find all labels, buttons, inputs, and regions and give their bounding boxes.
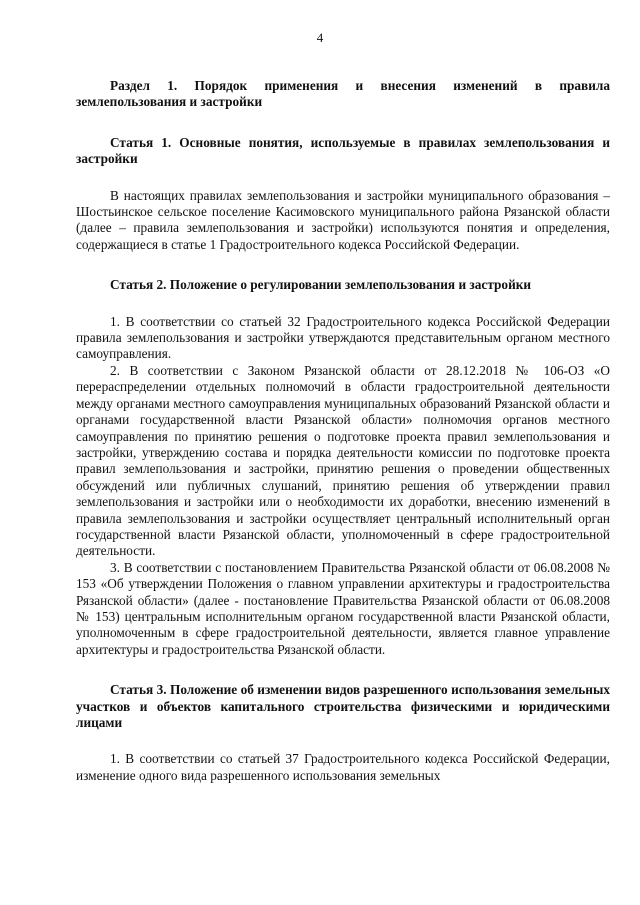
article-3-paragraph-1: 1. В соответствии со статьей 37 Градостроительного кодекса Российской Федерации, изменение одного вида разрешенного использования земельных: [76, 751, 610, 783]
article-2-paragraph-1: 1. В соответствии со статьей 32 Градостроительного кодекса Российской Федерации правила землепользования и застройки утверждаются представительным органом местного самоуправления.: [76, 313, 610, 362]
article-2-paragraph-2: 2. В соответствии с Законом Рязанской области от 28.12.2018 № 106-ОЗ «О перераспределении отдельных полномочий в области градостроительной деятельности между органами местного самоуправления муниципальных образований Рязанской области и органами государственной власти Рязанской области» полномочия органов местного самоуправления по принятию решения о подготовке проекта правил землепользования и застройки, утверждению состава и порядка деятельности комиссии по подготовке проекта правил землепользования и застройки, принятию решения о проведении общественных обсуждений или публичных слушаний, принятию решения об утверждении правил землепользования и застройки или о необходимости их доработки, внесению изменений в правила землепользования и застройки осуществляет центральный исполнительный орган государственной власти Рязанской области, уполномоченный в сфере градостроительной деятельности.: [76, 362, 610, 559]
article-3-heading: Статья 3. Положение об изменении видов разрешенного использования земельных участков и объектов капитального строительства физическими и юридическими лицами: [76, 682, 610, 730]
document-body: [76, 78, 610, 784]
article-1-paragraph: В настоящих правилах землепользования и застройки муниципального образования – Шостьинское сельское поселение Касимовского муниципального района Рязанской области (далее – правила землепользования и застройки) используются понятия и определения, содержащиеся в статье 1 Градостроительного кодекса Российской Федерации.: [76, 187, 610, 252]
article-1-heading: Статья 1. Основные понятия, используемые в правилах землепользования и застройки: [76, 134, 610, 167]
article-2-paragraph-3: 3. В соответствии с постановлением Правительства Рязанской области от 06.08.2008 № 153 «Об утверждении Положения о главном управлении архитектуры и градостроительства Рязанской области» (далее - постановление Правительства Рязанской области от 06.08.2008 № 153) центральным исполнительным органом государственной власти Рязанской области, уполномоченным в сфере градостроительной деятельности, является главное управление архитектуры и градостроительства Рязанской области.: [76, 559, 610, 657]
article-2-heading: Статья 2. Положение о регулировании землепользования и застройки: [110, 277, 532, 293]
section-heading: Раздел 1. Порядок применения и внесения изменений в правила землепользования и застройки: [76, 78, 610, 110]
page-number: 4: [316, 30, 324, 45]
